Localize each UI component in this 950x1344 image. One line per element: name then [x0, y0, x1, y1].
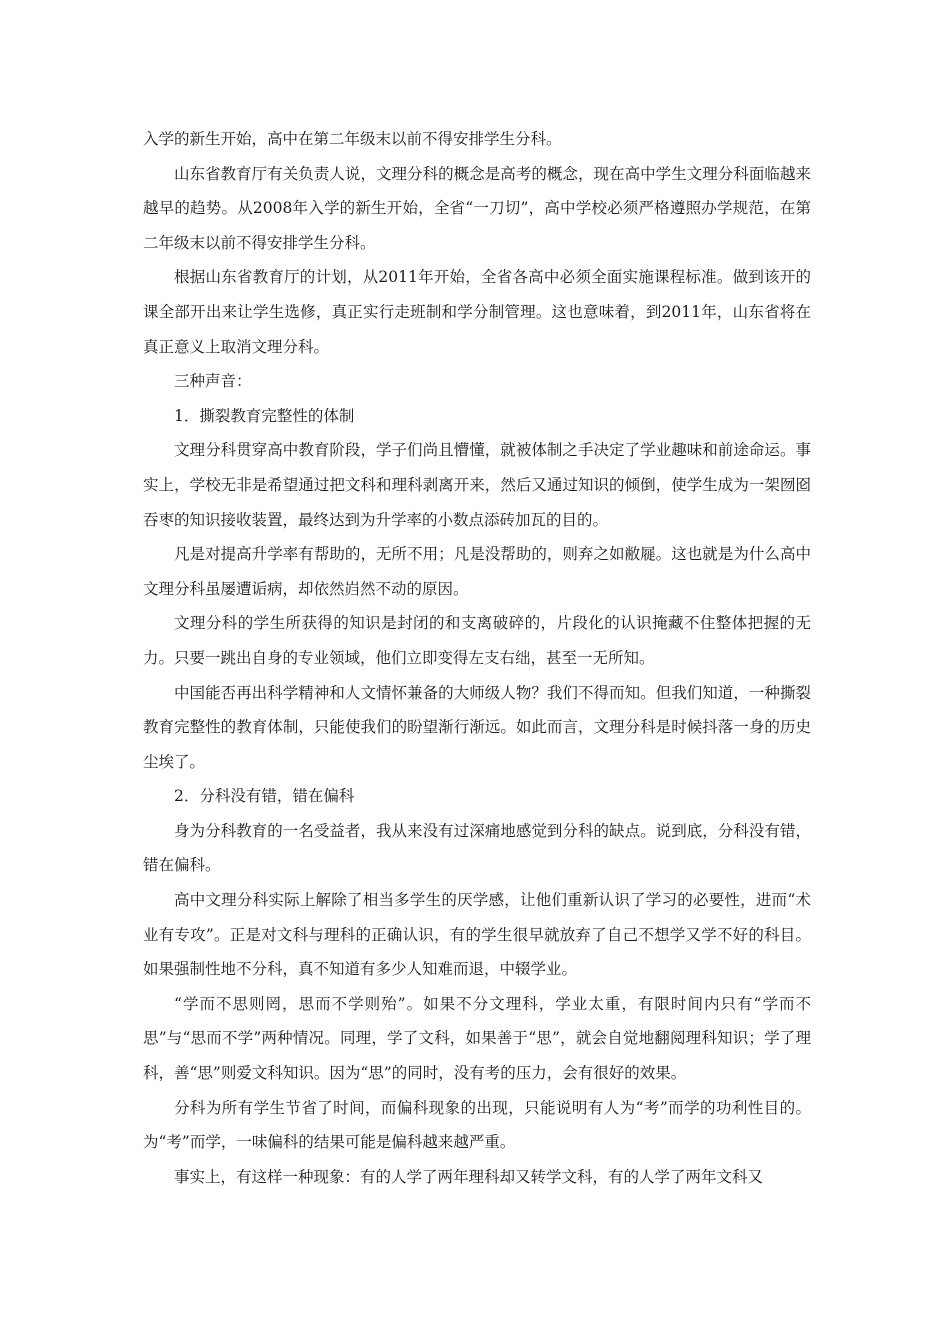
paragraph: 高中文理分科实际上解除了相当多学生的厌学感，让他们重新认识了学习的必要性，进而“术业有专攻”。正是对文科与理科的正确认识，有的学生很早就放弃了自己不想学又学不好的科目。如果强制性地不分科，真不知道有多少人知难而退，中辍学业。 [143, 891, 811, 979]
section-intro: 三种声音： [174, 372, 252, 391]
paragraph: 文理分科贯穿高中教育阶段，学子们尚且懵懂，就被体制之手决定了学业趣味和前途命运。事实上，学校无非是希望通过把文科和理科剥离开来，然后又通过知识的倾倒，使学生成为一架囫囵吞枣的知识接收装置，最终达到为升学率的小数点添砖加瓦的目的。 [143, 441, 811, 529]
paragraph: 身为分科教育的一名受益者，我从来没有过深痛地感觉到分科的缺点。说到底，分科没有错，错在偏科。 [143, 821, 811, 875]
paragraph: 中国能否再出科学精神和人文情怀兼备的大师级人物？我们不得而知。但我们知道，一种撕裂教育完整性的教育体制，只能使我们的盼望渐行渐远。如此而言，文理分科是时候抖落一身的历史尘埃了。 [143, 683, 811, 771]
section-heading-2: 2．分科没有错，错在偏科 [174, 787, 355, 806]
paragraph: 分科为所有学生节省了时间，而偏科现象的出现，只能说明有人为“考”而学的功利性目的。为“考”而学，一味偏科的结果可能是偏科越来越严重。 [143, 1098, 811, 1152]
document-body [143, 122, 811, 1194]
paragraph: 根据山东省教育厅的计划，从2011年开始，全省各高中必须全面实施课程标准。做到该开的课全部开出来让学生选修，真正实行走班制和学分制管理。这也意味着，到2011年，山东省将在真正意义上取消文理分科。 [143, 268, 811, 356]
section-heading-1: 1．撕裂教育完整性的体制 [174, 406, 355, 425]
paragraph: “学而不思则罔，思而不学则殆”。如果不分文理科，学业太重，有限时间内只有“学而不思”与“思而不学”两种情况。同理，学了文科，如果善于“思”，就会自觉地翻阅理科知识；学了理科，善“思”则爱文科知识。因为“思”的同时，没有考的压力，会有很好的效果。 [143, 994, 811, 1083]
paragraph-continuation: 入学的新生开始，高中在第二年级末以前不得安排学生分科。 [143, 130, 562, 148]
paragraph: 文理分科的学生所获得的知识是封闭的和支离破碎的，片段化的认识掩藏不住整体把握的无力。只要一跳出自身的专业领域，他们立即变得左支右绌，甚至一无所知。 [143, 614, 811, 667]
paragraph: 凡是对提高升学率有帮助的，无所不用；凡是没帮助的，则弃之如敝屣。这也就是为什么高中文理分科虽屡遭诟病，却依然岿然不动的原因。 [143, 545, 811, 598]
paragraph: 山东省教育厅有关负责人说，文理分科的概念是高考的概念，现在高中学生文理分科面临越来越早的趋势。从2008年入学的新生开始，全省“一刀切”，高中学校必须严格遵照办学规范，在第二年级末以前不得安排学生分科。 [143, 164, 811, 252]
paragraph: 事实上，有这样一种现象：有的人学了两年理科却又转学文科，有的人学了两年文科又 [174, 1167, 764, 1186]
